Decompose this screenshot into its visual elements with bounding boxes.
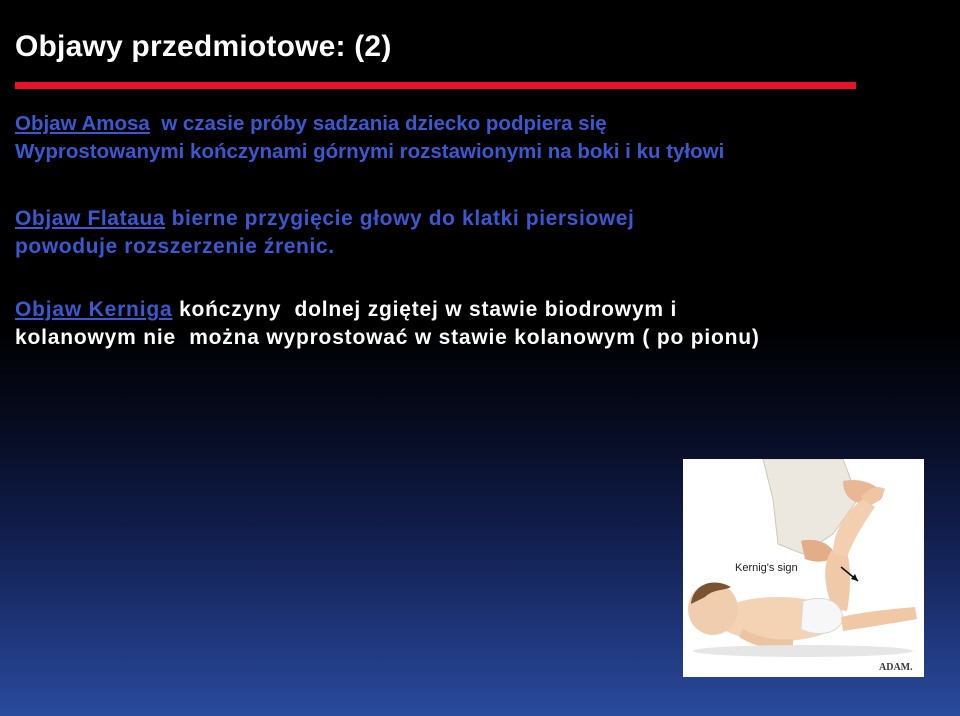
sign-flatau-term: Objaw Flataua <box>15 207 166 230</box>
adam-logo: ADAM. <box>879 662 913 673</box>
sign-amos-line1 <box>15 110 724 138</box>
sign-amos-term: Objaw Amosa <box>15 112 150 135</box>
sign-kernig-term: Objaw Kerniga <box>15 298 173 321</box>
shadow <box>693 645 913 657</box>
kernig-illustration-svg <box>683 459 924 677</box>
sign-kernig-line2: kolanowym nie można wyprostować w stawie kolanowym ( po pionu) <box>15 326 760 349</box>
figure-caption: Kernig's sign <box>735 562 798 574</box>
child-leg-straight <box>841 607 917 631</box>
caption-arrow-head <box>851 574 858 581</box>
sign-flatau-line1 <box>15 205 634 233</box>
sign-flatau-text: bierne przygięcie głowy do klatki piersiowej <box>165 207 635 230</box>
sign-amos <box>15 110 724 166</box>
sign-kernig <box>15 296 760 352</box>
sign-kernig-text: kończyny dolnej zgiętej w stawie biodrowym i <box>172 298 678 321</box>
title-underline-bar <box>15 82 856 89</box>
sign-flatau-line2: powoduje rozszerzenie źrenic. <box>15 235 335 258</box>
sign-kernig-line1 <box>15 296 760 324</box>
slide-title: Objawy przedmiotowe: (2) <box>15 30 392 63</box>
sign-amos-line2: Wyprostowanymi kończynami górnymi rozstawionymi na boki i ku tyłowi <box>15 140 725 163</box>
sign-amos-text: w czasie próby sadzania dziecko podpiera się <box>149 112 607 135</box>
kernig-sign-illustration <box>683 459 924 677</box>
sign-flatau <box>15 205 634 261</box>
